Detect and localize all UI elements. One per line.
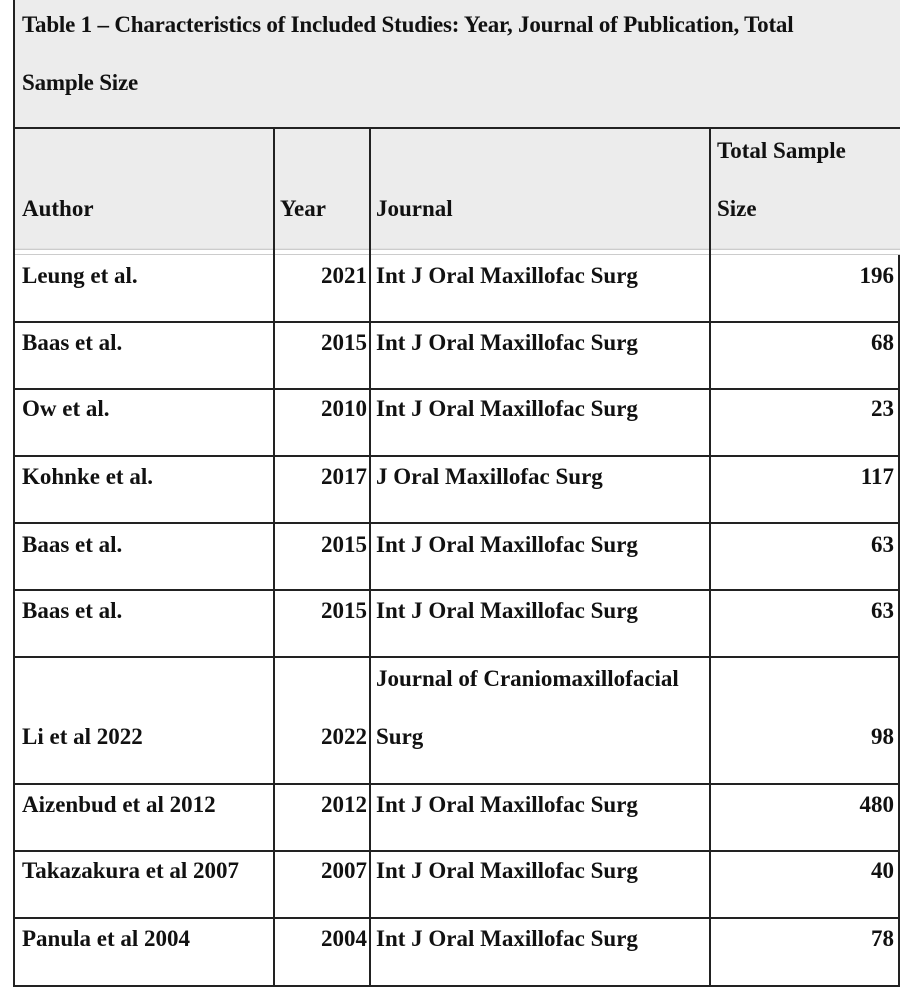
header-journal: Journal [376, 196, 453, 221]
header-separator [15, 249, 900, 255]
row-divider [15, 783, 900, 785]
row-divider [15, 656, 900, 658]
cell-total-sample-size: 117 [860, 464, 894, 489]
cell-journal-line-2: Surg [376, 724, 424, 749]
row-divider [15, 917, 900, 919]
row-divider [15, 522, 900, 524]
row-divider [15, 388, 900, 390]
cell-journal: Int J Oral Maxillofac Surg [376, 858, 638, 883]
cell-journal: Int J Oral Maxillofac Surg [376, 263, 638, 288]
cell-year: 2007 [321, 858, 367, 883]
cell-author: Ow et al. [22, 396, 110, 421]
cell-year: 2015 [321, 598, 367, 623]
column-divider [369, 129, 371, 985]
cell-total-sample-size: 480 [859, 792, 894, 817]
cell-journal: Int J Oral Maxillofac Surg [376, 330, 638, 355]
cell-journal: Int J Oral Maxillofac Surg [376, 396, 638, 421]
cell-author: Kohnke et al. [22, 464, 153, 489]
cell-author: Leung et al. [22, 263, 138, 288]
cell-author: Takazakura et al 2007 [22, 858, 240, 883]
cell-author: Panula et al 2004 [22, 926, 191, 951]
cell-author: Baas et al. [22, 330, 123, 355]
cell-total-sample-size: 63 [871, 598, 894, 623]
cell-journal: Int J Oral Maxillofac Surg [376, 792, 638, 817]
cell-journal: J Oral Maxillofac Surg [376, 464, 603, 489]
cell-total-sample-size: 63 [871, 532, 894, 557]
cell-journal: Int J Oral Maxillofac Surg [376, 926, 638, 951]
column-divider [709, 129, 711, 985]
cell-year: 2004 [321, 926, 367, 951]
cell-year: 2021 [321, 263, 367, 288]
cell-year: 2022 [321, 724, 367, 749]
column-divider [273, 129, 275, 985]
cell-total-sample-size: 78 [871, 926, 894, 951]
row-divider [15, 589, 900, 591]
cell-year: 2017 [321, 464, 367, 489]
cell-total-sample-size: 98 [871, 724, 894, 749]
cell-author: Aizenbud et al 2012 [22, 792, 216, 817]
header-total-line-2: Size [717, 196, 757, 221]
table-title-line-2: Sample Size [22, 70, 138, 95]
cell-year: 2012 [321, 792, 367, 817]
cell-author: Li et al 2022 [22, 724, 143, 749]
header-author: Author [22, 196, 94, 221]
row-divider [15, 455, 900, 457]
header-year: Year [280, 196, 326, 221]
cell-author: Baas et al. [22, 598, 123, 623]
cell-journal: Int J Oral Maxillofac Surg [376, 532, 638, 557]
header-total-line-1: Total Sample [717, 138, 846, 163]
cell-total-sample-size: 40 [871, 858, 894, 883]
table-caption [15, 0, 900, 129]
cell-author: Baas et al. [22, 532, 123, 557]
cell-journal: Int J Oral Maxillofac Surg [376, 598, 638, 623]
cell-year: 2010 [321, 396, 367, 421]
cell-total-sample-size: 68 [871, 330, 894, 355]
table-header-row [15, 129, 900, 252]
cell-journal-line-1: Journal of Craniomaxillofacial [376, 666, 679, 691]
table-title-line-1: Table 1 – Characteristics of Included Studies: Year, Journal of Publication, Total [22, 12, 794, 37]
cell-year: 2015 [321, 532, 367, 557]
row-divider [15, 321, 900, 323]
cell-year: 2015 [321, 330, 367, 355]
cell-total-sample-size: 196 [859, 263, 894, 288]
cell-total-sample-size: 23 [871, 396, 894, 421]
row-divider [15, 850, 900, 852]
characteristics-table [13, 0, 900, 987]
